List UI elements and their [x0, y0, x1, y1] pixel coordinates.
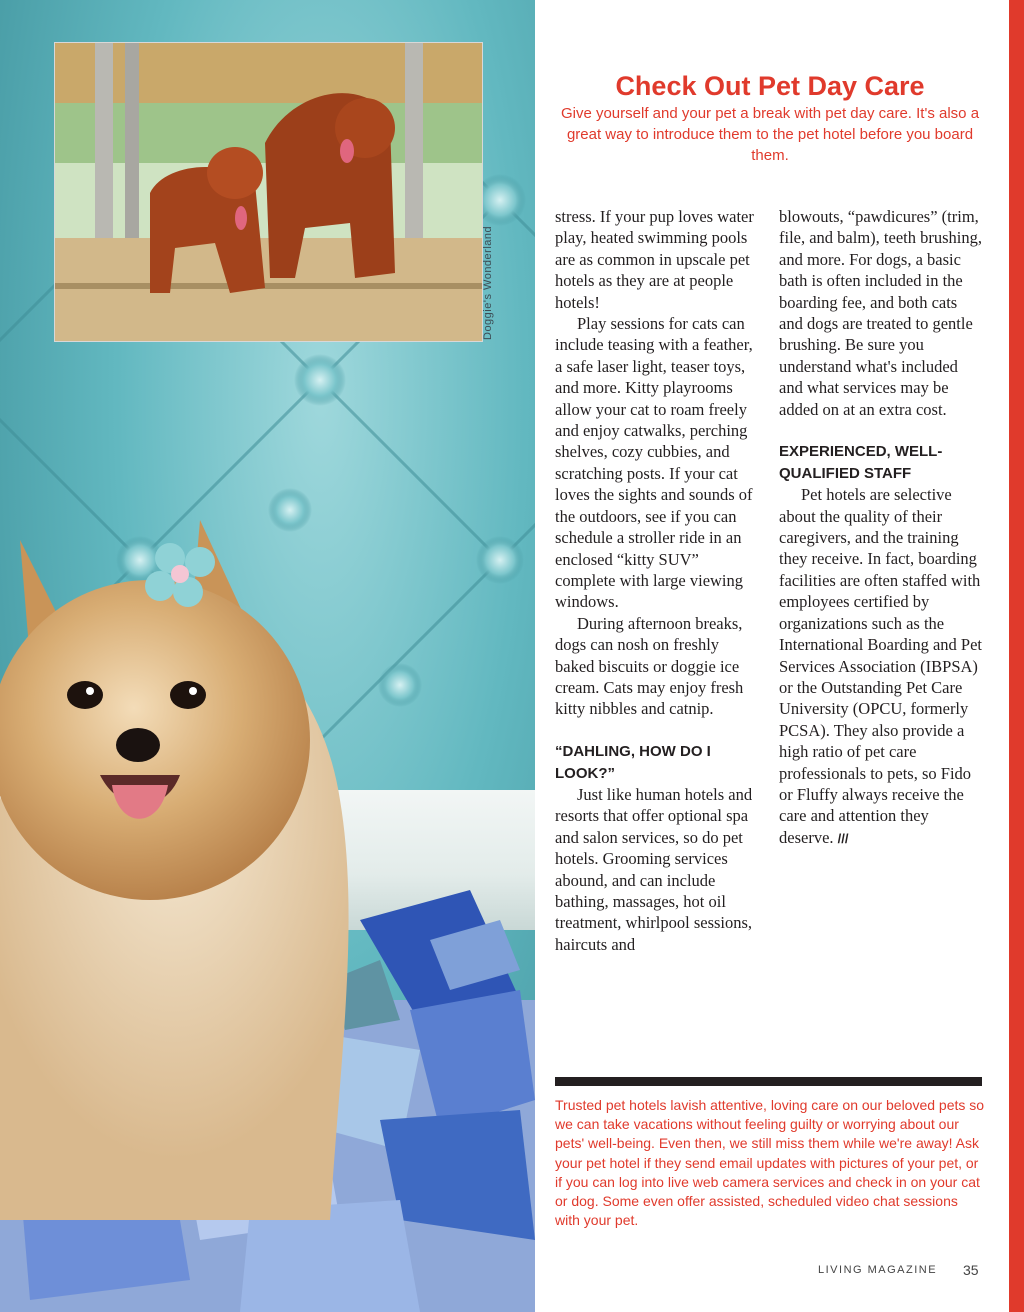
- day-care-sidebar: [560, 70, 980, 166]
- sidebar-title: Check Out Pet Day Care: [615, 71, 925, 101]
- article-column-1: [555, 206, 759, 955]
- section-heading-spa: “DAHLING, HOW DO I LOOK?”: [555, 743, 711, 782]
- paragraph-text: Pet hotels are selective about the quality of their caregivers, and the training they receive. In fact, boarding facilities are often staffed with employees certified by organizations such as the International Boarding and Pet Services Association (IBPSA) or the Outstanding Pet Care University (OPCU, formerly PCSA). They also provide a high ratio of pet care professionals to pets, so Fido or Fluffy always receive the care and attention they deserve.: [779, 485, 982, 847]
- paragraph: stress. If your pup loves water play, heated swimming pools are as common in upscale pet hotels as they are at people hotels!: [555, 207, 754, 312]
- paragraph: Play sessions for cats can include teasing with a feather, a safe laser light, teaser toys, and more. Kitty playrooms allow your cat to roam freely and enjoy catwalks, perching shelves, cozy cubbies, and scratching posts. If your cat loves the sights and sounds of the outdoors, see if you can schedule a stroller ride in an enclosed “kitty SUV” complete with large viewing windows.: [555, 314, 753, 612]
- paragraph: During afternoon breaks, dogs can nosh on freshly baked biscuits or doggie ice cream. Cats may enjoy fresh kitty nibbles and catnip.: [555, 613, 744, 719]
- paragraph: [779, 484, 983, 849]
- pomeranian-dog: [0, 500, 360, 1220]
- page-number: 35: [963, 1262, 979, 1278]
- photo-credit: Doggie's Wonderland: [482, 225, 494, 340]
- right-edge-bar: [1009, 0, 1024, 1312]
- divider-rule: [555, 1077, 982, 1086]
- sidebar-body: Give yourself and your pet a break with pet day care. It's also a great way to introduce them to the pet hotel before you board them.: [560, 105, 980, 164]
- paragraph: Just like human hotels and resorts that offer optional spa and salon services, so do pet hotels. Grooming services abound, and can include bathing, massages, hot oil treatment, whirlpool sessions, haircuts and: [555, 784, 753, 954]
- section-heading-staff: EXPERIENCED, WELL-QUALIFIED STAFF: [779, 443, 943, 482]
- magazine-name: LIVING MAGAZINE: [818, 1264, 938, 1276]
- article-column-2: [779, 206, 983, 849]
- dogs-on-deck-photo: [54, 42, 483, 342]
- end-mark: ///: [837, 830, 849, 846]
- paragraph: blowouts, “pawdicures” (trim, file, and balm), teeth brushing, and more. For dogs, a basic bath is often included in the boarding fee, and both cats and dogs are treated to gentle brushing. Be sure you understand what's included and what services may be added on at an extra cost.: [779, 207, 982, 419]
- footnote-text: Trusted pet hotels lavish attentive, loving care on our beloved pets so we can take vacations without feeling guilty or worrying about our pets' well-being. Even then, we still miss them while we're away! Ask your pet hotel if they send email updates with pictures of your pet, or if you can log into live web camera services and check in on your cat or dog. Some even offer assisted, scheduled video chat sessions with your pet.: [555, 1097, 985, 1229]
